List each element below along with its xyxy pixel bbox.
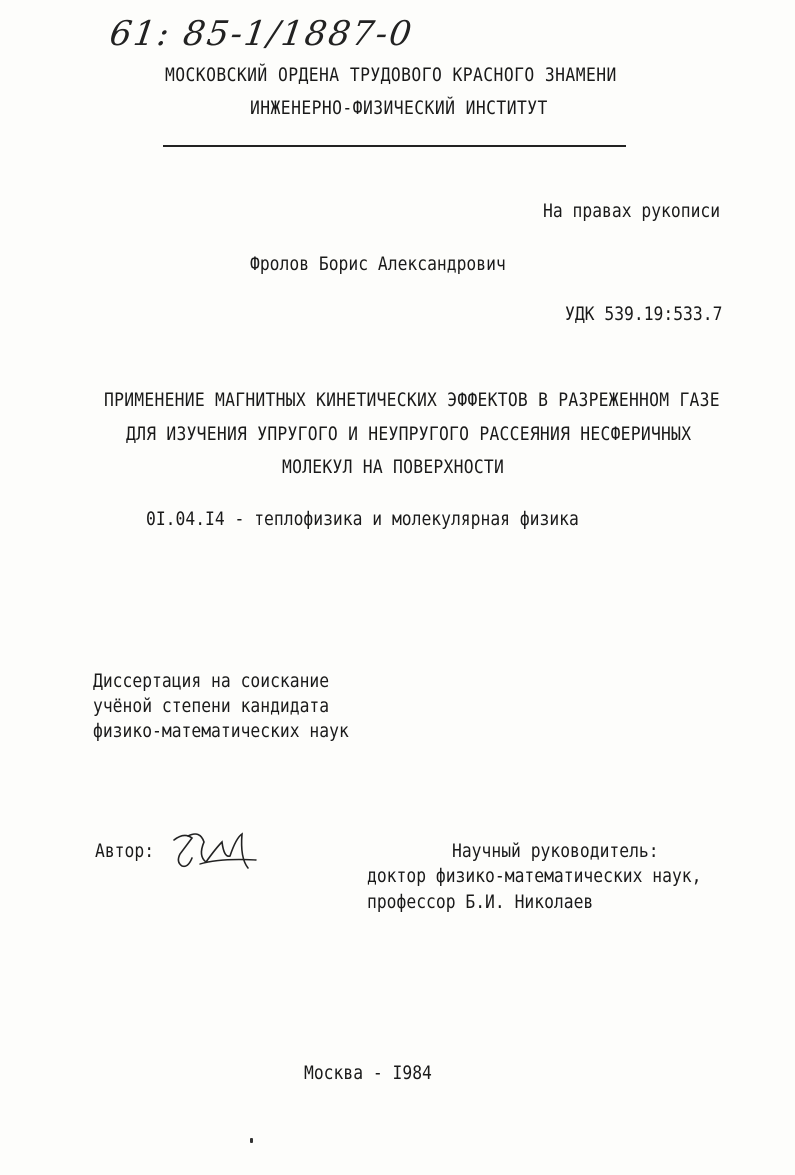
author-full-name: Фролов Борис Александрович bbox=[250, 253, 506, 275]
supervisor-degree: доктор физико-математических наук, bbox=[367, 865, 702, 887]
institution-line-2: ИНЖЕНЕРНО-ФИЗИЧЕСКИЙ ИНСТИТУТ bbox=[250, 97, 548, 119]
specialty-code: 0I.04.I4 - теплофизика и молекулярная физика bbox=[146, 508, 579, 530]
dissertation-line-1: Диссертация на соискание bbox=[93, 670, 330, 692]
author-label: Автор: bbox=[95, 840, 155, 862]
institution-line-1: МОСКОВСКИЙ ОРДЕНА ТРУДОВОГО КРАСНОГО ЗНАМЕНИ bbox=[165, 64, 617, 86]
dissertation-line-3: физико-математических наук bbox=[93, 720, 349, 742]
dissertation-line-2: учёной степени кандидата bbox=[93, 695, 330, 717]
supervisor-label: Научный руководитель: bbox=[452, 840, 659, 862]
supervisor-name: профессор Б.И. Николаев bbox=[367, 891, 594, 913]
header-divider bbox=[163, 145, 626, 147]
udc-code: УДК 539.19:533.7 bbox=[565, 303, 723, 325]
title-line-1: ПРИМЕНЕНИЕ МАГНИТНЫХ КИНЕТИЧЕСКИХ ЭФФЕКТОВ В РАЗРЕЖЕННОМ ГАЗЕ bbox=[104, 389, 720, 411]
title-line-2: ДЛЯ ИЗУЧЕНИЯ УПРУГОГО И НЕУПРУГОГО РАССЕЯНИЯ НЕСФЕРИЧНЫХ bbox=[126, 423, 692, 445]
author-signature bbox=[170, 828, 260, 878]
archive-number-handwritten: 61: 85-1/1887-0 bbox=[107, 14, 416, 54]
place-and-year: Москва - I984 bbox=[304, 1062, 432, 1084]
title-line-3: МОЛЕКУЛ НА ПОВЕРХНОСТИ bbox=[282, 456, 505, 478]
scan-speck bbox=[250, 1138, 253, 1143]
manuscript-rights: На правах рукописи bbox=[543, 200, 721, 222]
